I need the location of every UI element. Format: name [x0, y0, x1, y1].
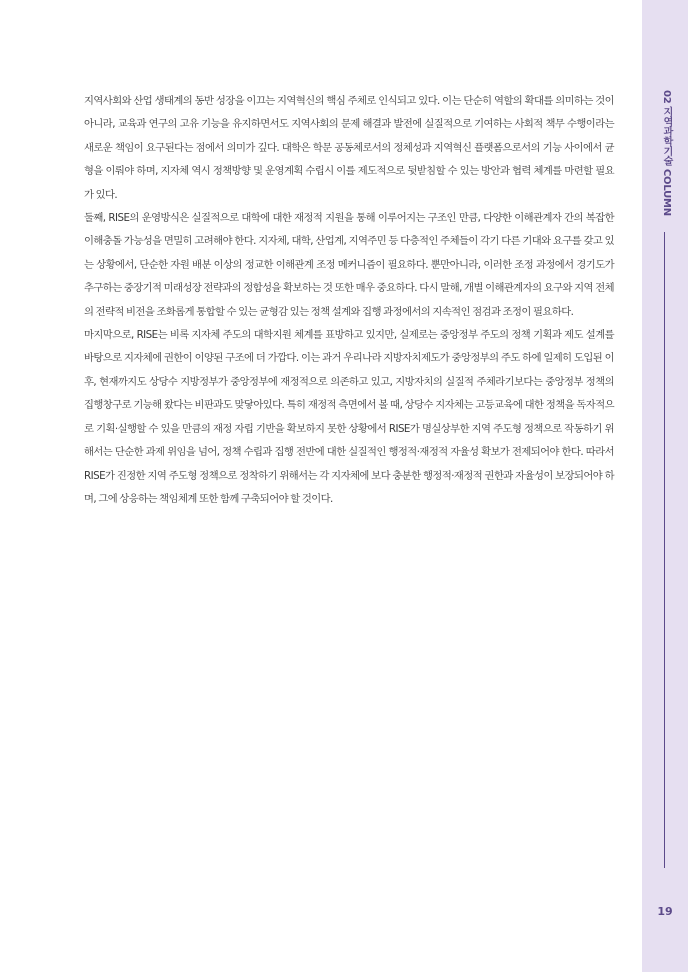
- section-label: 02 지역과학기술 COLUMN: [661, 90, 672, 216]
- page-number: 19: [657, 905, 673, 918]
- body-paragraph-2: 둘째, RISE의 운영방식은 실질적으로 대학에 대한 재정적 지원을 통해 이루어지는 구조인 만큼, 다양한 이해관계자 간의 복잡한 이해충돌 가능성을 면밀히 고려해야 한다. 지자체, 대학, 산업계, 지역주민 등 다층적인 주체들이 각기 다른 기대와 요구를 갖고 있는 상황에서, 단순한 자원 배분 이상의 정교한 이해관계 조정 메커니즘이 필요하다. 뿐만아니라, 이러한 조정 과정에서 경기도가 추구하는 중장기적 미래성장 전략과의 정합성을 확보하는 것 또한 매우 중요하다. 다시 말해, 개별 이해관계자의 요구와 지역 전체의 전략적 비전을 조화롭게 통합할 수 있는 균형감 있는 정책 설계와 집행 과정에서의 지속적인 점검과 조정이 필요하다.: [84, 212, 614, 318]
- body-paragraph-3: 마지막으로, RISE는 비록 지자체 주도의 대학지원 체계를 표방하고 있지만, 실제로는 중앙정부 주도의 정책 기획과 제도 설계를 바탕으로 지자체에 권한이 이양된 구조에 더 가깝다. 이는 과거 우리나라 지방자치제도가 중앙정부의 주도 하에 일제히 도입된 이후, 현재까지도 상당수 지방정부가 중앙정부에 재정적으로 의존하고 있고, 지방자치의 실질적 주체라기보다는 중앙정부 정책의 집행창구로 기능해 왔다는 비판과도 맞닿아있다. 특히 재정적 측면에서 볼 때, 상당수 지자체는 고등교육에 대한 정책을 독자적으로 기획·실행할 수 있을 만큼의 재정 자립 기반을 확보하지 못한 상황에서 RISE가 명실상부한 지역 주도형 정책으로 작동하기 위해서는 단순한 과제 위임을 넘어, 정책 수립과 집행 전반에 대한 실질적인 행정적·재정적 자율성 확보가 전제되어야 한다. 따라서 RISE가 진정한 지역 주도형 정책으로 정착하기 위해서는 각 지자체에 보다 충분한 행정적·재정적 권한과 자율성이 보장되어야 하며, 그에 상응하는 책임체계 또한 함께 구축되어야 할 것이다.: [84, 329, 614, 505]
- body-paragraph-1: 지역사회와 산업 생태계의 동반 성장을 이끄는 지역혁신의 핵심 주체로 인식되고 있다. 이는 단순히 역할의 확대를 의미하는 것이 아니라, 교육과 연구의 고유 기능을 유지하면서도 지역사회의 문제 해결과 발전에 실질적으로 기여하는 사회적 책무 수행이라는 새로운 책임이 요구된다는 점에서 의미가 깊다. 대학은 학문 공동체로서의 정체성과 지역혁신 플랫폼으로서의 기능 사이에서 균형을 이뤄야 하며, 지자체 역시 정책방향 및 운영계획 수립시 이를 제도적으로 뒷받침할 수 있는 방안과 협력 체계를 마련할 필요가 있다.: [84, 95, 614, 201]
- side-band: [642, 0, 688, 972]
- side-divider: [664, 232, 665, 868]
- article-body: [84, 90, 614, 511]
